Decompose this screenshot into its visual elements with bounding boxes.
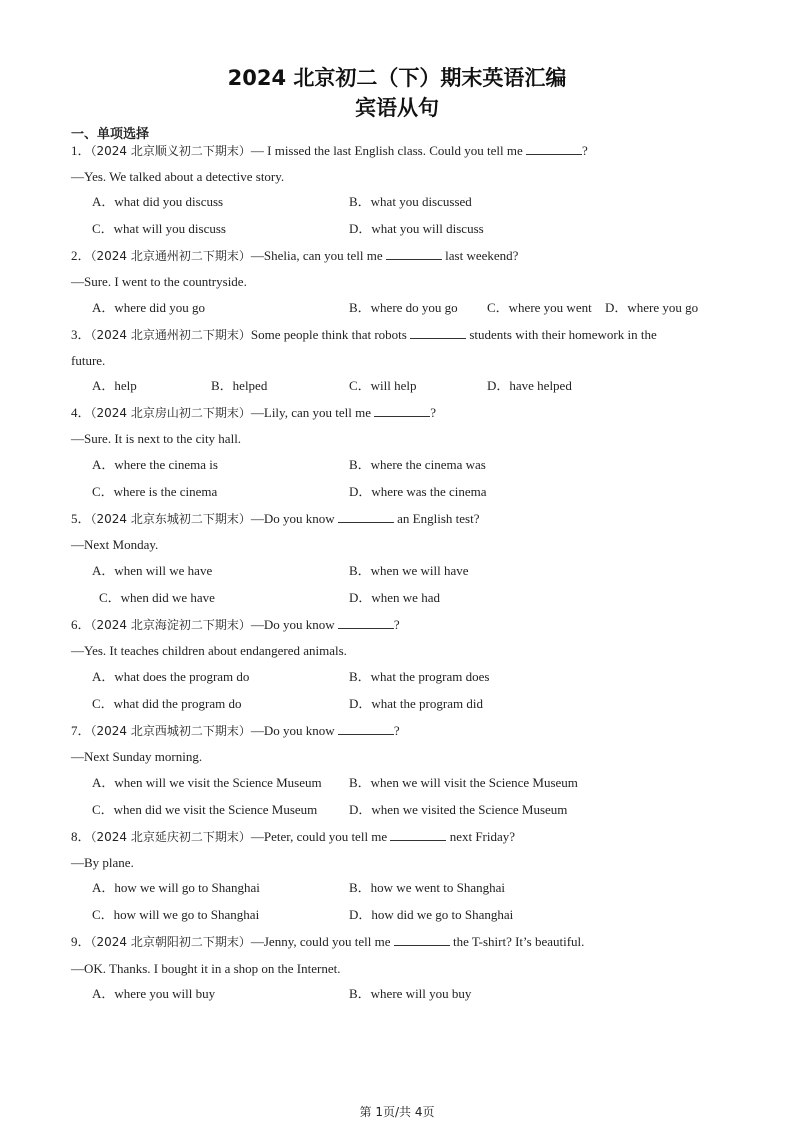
answer-line: —Yes. It teaches children about endangered animals. bbox=[71, 643, 347, 658]
question-9: 9．（2024 北京朝阳初二下期末）—Jenny, could you tell me the T-shirt? It’s beautiful. bbox=[71, 934, 585, 949]
option-a[interactable]: A．help bbox=[92, 378, 137, 393]
question-3: 3．（2024 北京通州初二下期末）Some people think that robots students with their homework in the bbox=[71, 327, 657, 342]
option-b[interactable]: B．what the program does bbox=[349, 669, 490, 684]
question-4: 4．（2024 北京房山初二下期末）—Lily, can you tell me ? bbox=[71, 405, 437, 420]
option-a[interactable]: A．how we will go to Shanghai bbox=[92, 880, 260, 895]
option-b[interactable]: B．when we will have bbox=[349, 563, 469, 578]
question-7: 7．（2024 北京西城初二下期末）—Do you know ? bbox=[71, 723, 400, 738]
option-b[interactable]: B．where will you buy bbox=[349, 986, 472, 1001]
option-b[interactable]: B．when we will visit the Science Museum bbox=[349, 775, 578, 790]
option-c[interactable]: C．what will you discuss bbox=[92, 221, 226, 236]
answer-line: —Next Monday. bbox=[71, 537, 159, 552]
answer-line: —Yes. We talked about a detective story. bbox=[71, 169, 285, 184]
option-b[interactable]: B．what you discussed bbox=[349, 194, 472, 209]
option-c[interactable]: C．what did the program do bbox=[92, 696, 242, 711]
option-a[interactable]: A．where the cinema is bbox=[92, 457, 218, 472]
option-a[interactable]: A．when will we visit the Science Museum bbox=[92, 775, 322, 790]
answer-blank bbox=[338, 617, 394, 629]
option-b[interactable]: B．where do you go bbox=[349, 300, 458, 315]
question-6: 6．（2024 北京海淀初二下期末）—Do you know ? bbox=[71, 617, 400, 632]
answer-blank bbox=[390, 829, 446, 841]
section-heading: 一、单项选择 bbox=[71, 127, 150, 142]
option-d[interactable]: D．when we had bbox=[349, 590, 440, 605]
answer-line: —By plane. bbox=[71, 855, 134, 870]
option-c[interactable]: C．when did we visit the Science Museum bbox=[92, 802, 318, 817]
answer-line: —Sure. I went to the countryside. bbox=[71, 274, 247, 289]
option-a[interactable]: A．where you will buy bbox=[92, 986, 216, 1001]
option-b[interactable]: B．how we went to Shanghai bbox=[349, 880, 505, 895]
option-b[interactable]: B．where the cinema was bbox=[349, 457, 486, 472]
option-d[interactable]: D．have helped bbox=[487, 378, 572, 393]
answer-line: —Sure. It is next to the city hall. bbox=[71, 431, 242, 446]
question-1: 1．（2024 北京顺义初二下期末）— I missed the last English class. Could you tell me ? bbox=[71, 143, 588, 158]
question-2: 2．（2024 北京通州初二下期末）—Shelia, can you tell me last weekend? bbox=[71, 248, 519, 263]
option-c[interactable]: C．when did we have bbox=[99, 590, 215, 605]
option-a[interactable]: A．what did you discuss bbox=[92, 194, 224, 209]
option-a[interactable]: A．where did you go bbox=[92, 300, 206, 315]
option-c[interactable]: C．where is the cinema bbox=[92, 484, 218, 499]
answer-line: —Next Sunday morning. bbox=[71, 749, 203, 764]
option-b[interactable]: B．helped bbox=[211, 378, 268, 393]
question-5: 5．（2024 北京东城初二下期末）—Do you know an English test? bbox=[71, 511, 480, 526]
option-d[interactable]: D．where you go bbox=[605, 300, 699, 315]
answer-blank bbox=[338, 511, 394, 523]
answer-blank bbox=[394, 934, 450, 946]
answer-line: future. bbox=[71, 353, 106, 368]
option-d[interactable]: D．what you will discuss bbox=[349, 221, 484, 236]
page-number: 第 1页/共 4页 bbox=[359, 1105, 435, 1119]
option-d[interactable]: D．what the program did bbox=[349, 696, 483, 711]
option-c[interactable]: C．will help bbox=[349, 378, 417, 393]
document-title: 2024 北京初二（下）期末英语汇编 bbox=[227, 66, 567, 90]
answer-blank bbox=[338, 723, 394, 735]
option-a[interactable]: A．what does the program do bbox=[92, 669, 250, 684]
option-c[interactable]: C．how will we go to Shanghai bbox=[92, 907, 260, 922]
question-8: 8．（2024 北京延庆初二下期末）—Peter, could you tell me next Friday? bbox=[71, 829, 516, 844]
option-c[interactable]: C．where you went bbox=[487, 300, 592, 315]
answer-blank bbox=[410, 327, 466, 339]
answer-blank bbox=[386, 248, 442, 260]
option-d[interactable]: D．when we visited the Science Museum bbox=[349, 802, 568, 817]
option-d[interactable]: D．where was the cinema bbox=[349, 484, 487, 499]
option-d[interactable]: D．how did we go to Shanghai bbox=[349, 907, 514, 922]
document-subtitle: 宾语从句 bbox=[355, 96, 439, 120]
answer-line: —OK. Thanks. I bought it in a shop on the Internet. bbox=[71, 961, 341, 976]
answer-blank bbox=[374, 405, 430, 417]
answer-blank bbox=[526, 143, 582, 155]
option-a[interactable]: A．when will we have bbox=[92, 563, 213, 578]
